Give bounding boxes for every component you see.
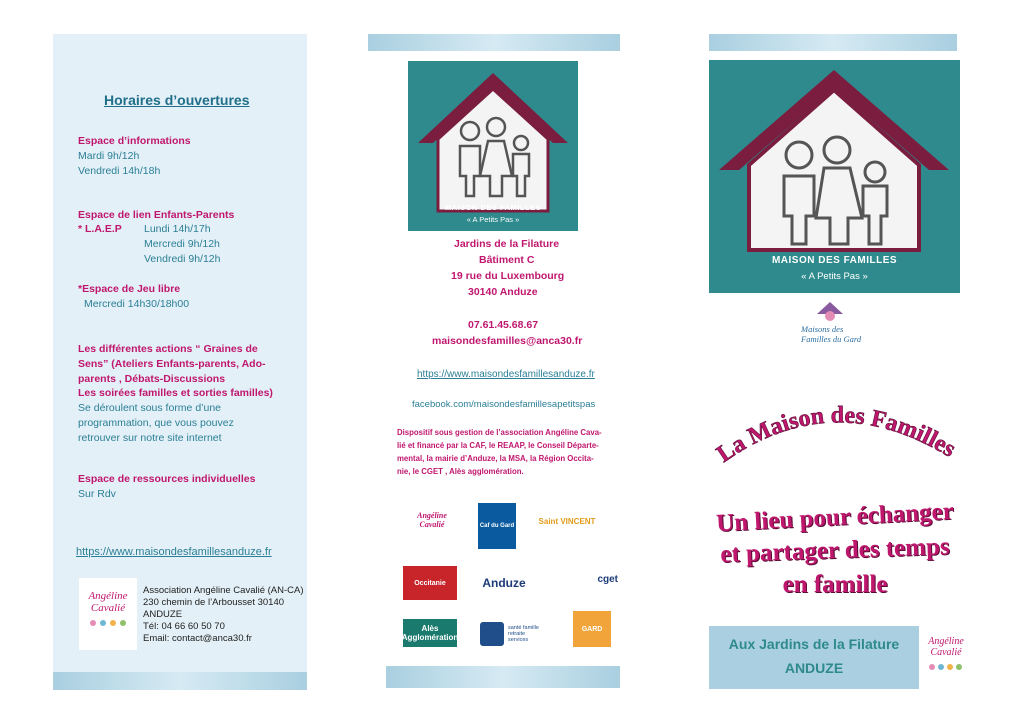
actions-line-4: Les soirées familles et sorties familles) [78, 387, 273, 399]
middle-logo-name: MAISON DES FAMILLES [444, 203, 542, 212]
dispositif-line-3: mental, la mairie d’Anduze, la MSA, la Région Occita- [397, 454, 594, 463]
middle-logo-sub: « A Petits Pas » [466, 215, 520, 224]
slogan-line-2: et partager des temps [719, 533, 951, 568]
main-title-arc [702, 388, 972, 478]
laep-label: * L.A.E.P [78, 223, 122, 235]
partner-msa-logo [480, 620, 546, 648]
middle-website-link[interactable]: https://www.maisondesfamillesanduze.fr [417, 369, 595, 380]
middle-logo-box [408, 61, 578, 231]
place-line-2: ANDUZE [784, 660, 844, 676]
slogan-line-1: Un lieu pour échanger [715, 497, 955, 538]
people-icon [85, 618, 131, 628]
actions-line-6: programmation, que vous pouvez [78, 417, 234, 429]
main-title-text: La Maison des Familles [712, 402, 961, 468]
slogan-line-3: en famille [782, 571, 888, 598]
address-line-3: 19 rue du Luxembourg [451, 270, 565, 282]
dispositif-line-1: Dispositif sous gestion de l’association Angéline Cava- [397, 428, 602, 437]
angeline-logo-left-line2: Cavalié [90, 602, 126, 614]
dispositif-line-4: nie, le CGET , Alès agglomération. [397, 467, 524, 476]
actions-line-2: Sens” (Ateliers Enfants-parents, Ado- [78, 358, 266, 370]
place-banner [709, 626, 919, 689]
maisons-network-logo [795, 300, 885, 346]
facebook-link[interactable]: facebook.com/maisondesfamillesapetitspas [412, 399, 596, 410]
right-logo-name: MAISON DES FAMILLES [771, 255, 898, 266]
angeline-logo-right-line1: Angéline [928, 636, 964, 647]
right-top-bar [709, 34, 957, 51]
partner-ales-logo: Alès Agglomération [403, 619, 457, 647]
right-logo-box [709, 60, 960, 293]
angeline-logo-right [920, 622, 972, 686]
assoc-email: Email: contact@anca30.fr [143, 633, 252, 644]
msa-mark-icon [480, 622, 504, 646]
network-line-1: Maisons des [801, 324, 844, 334]
info-hours-2: Vendredi 14h/18h [78, 165, 161, 177]
address-line-2: Bâtiment C [479, 254, 535, 266]
left-website-link[interactable]: https://www.maisondesfamillesanduze.fr [76, 546, 272, 558]
partner-angeline-logo: Angéline Cavalié [417, 511, 447, 529]
laep-hours-1: Lundi 14h/17h [144, 223, 211, 235]
actions-line-7: retrouver sur notre site internet [78, 432, 222, 444]
angeline-logo-right-line2: Cavalié [930, 647, 962, 658]
middle-bottom-bar [386, 666, 620, 688]
actions-line-5: Se déroulent sous forme d’une [78, 402, 222, 414]
info-space-title: Espace d’informations [78, 135, 191, 147]
dispositif-line-2: lié et financé par la CAF, le REAAP, le Conseil Départe- [397, 441, 599, 450]
laep-hours-2: Mercredi 9h/12h [144, 238, 220, 250]
people-icon-right [926, 662, 966, 672]
assoc-line-3: ANDUZE [143, 609, 183, 620]
right-logo-sub: « A Petits Pas » [801, 271, 868, 282]
network-line-2: Familles du Gard [801, 334, 862, 344]
left-bottom-bar [53, 672, 307, 690]
actions-line-1: Les différentes actions “ Graines de [78, 343, 258, 355]
partner-gard-logo: GARD [573, 611, 611, 647]
partner-caf-logo: Caf du Gard [478, 503, 516, 549]
assoc-line-1: Association Angéline Cavalié (AN-CA) [143, 585, 304, 596]
resources-line: Sur Rdv [78, 488, 116, 500]
partner-vincent-logo: Saint VINCENT [538, 516, 596, 526]
info-hours-1: Mardi 9h/12h [78, 150, 140, 162]
address-line-1: Jardins de la Filature [454, 238, 560, 250]
laep-hours-3: Vendredi 9h/12h [144, 253, 221, 265]
parent-child-title: Espace de lien Enfants-Parents [78, 209, 235, 221]
partner-occitanie-logo: Occitanie [403, 566, 457, 600]
angeline-logo-left [79, 578, 137, 650]
phone-number: 07.61.45.68.67 [468, 319, 539, 331]
partner-anduze-logo: Anduze [482, 576, 526, 590]
email-address[interactable]: maisondesfamilles@anca30.fr [432, 335, 583, 347]
partner-cget-logo: cget [597, 573, 618, 585]
free-play-title: *Espace de Jeu libre [78, 283, 181, 295]
address-line-4: 30140 Anduze [468, 286, 538, 298]
actions-line-3: parents , Débats-Discussions [78, 373, 226, 385]
msa-text: santé famille retraite services [508, 625, 539, 643]
resources-title: Espace de ressources individuelles [78, 473, 256, 485]
opening-hours-heading: Horaires d’ouvertures [104, 92, 250, 108]
middle-top-bar [368, 34, 620, 51]
free-play-hours: Mercredi 14h30/18h00 [84, 298, 190, 310]
bird-house-icon [815, 300, 845, 322]
assoc-line-2: 230 chemin de l’Arbousset 30140 [143, 597, 285, 608]
angeline-logo-left-line1: Angéline [88, 590, 128, 602]
assoc-phone: Tél: 04 66 60 50 70 [143, 621, 225, 632]
place-line-1: Aux Jardins de la Filature [728, 636, 900, 652]
